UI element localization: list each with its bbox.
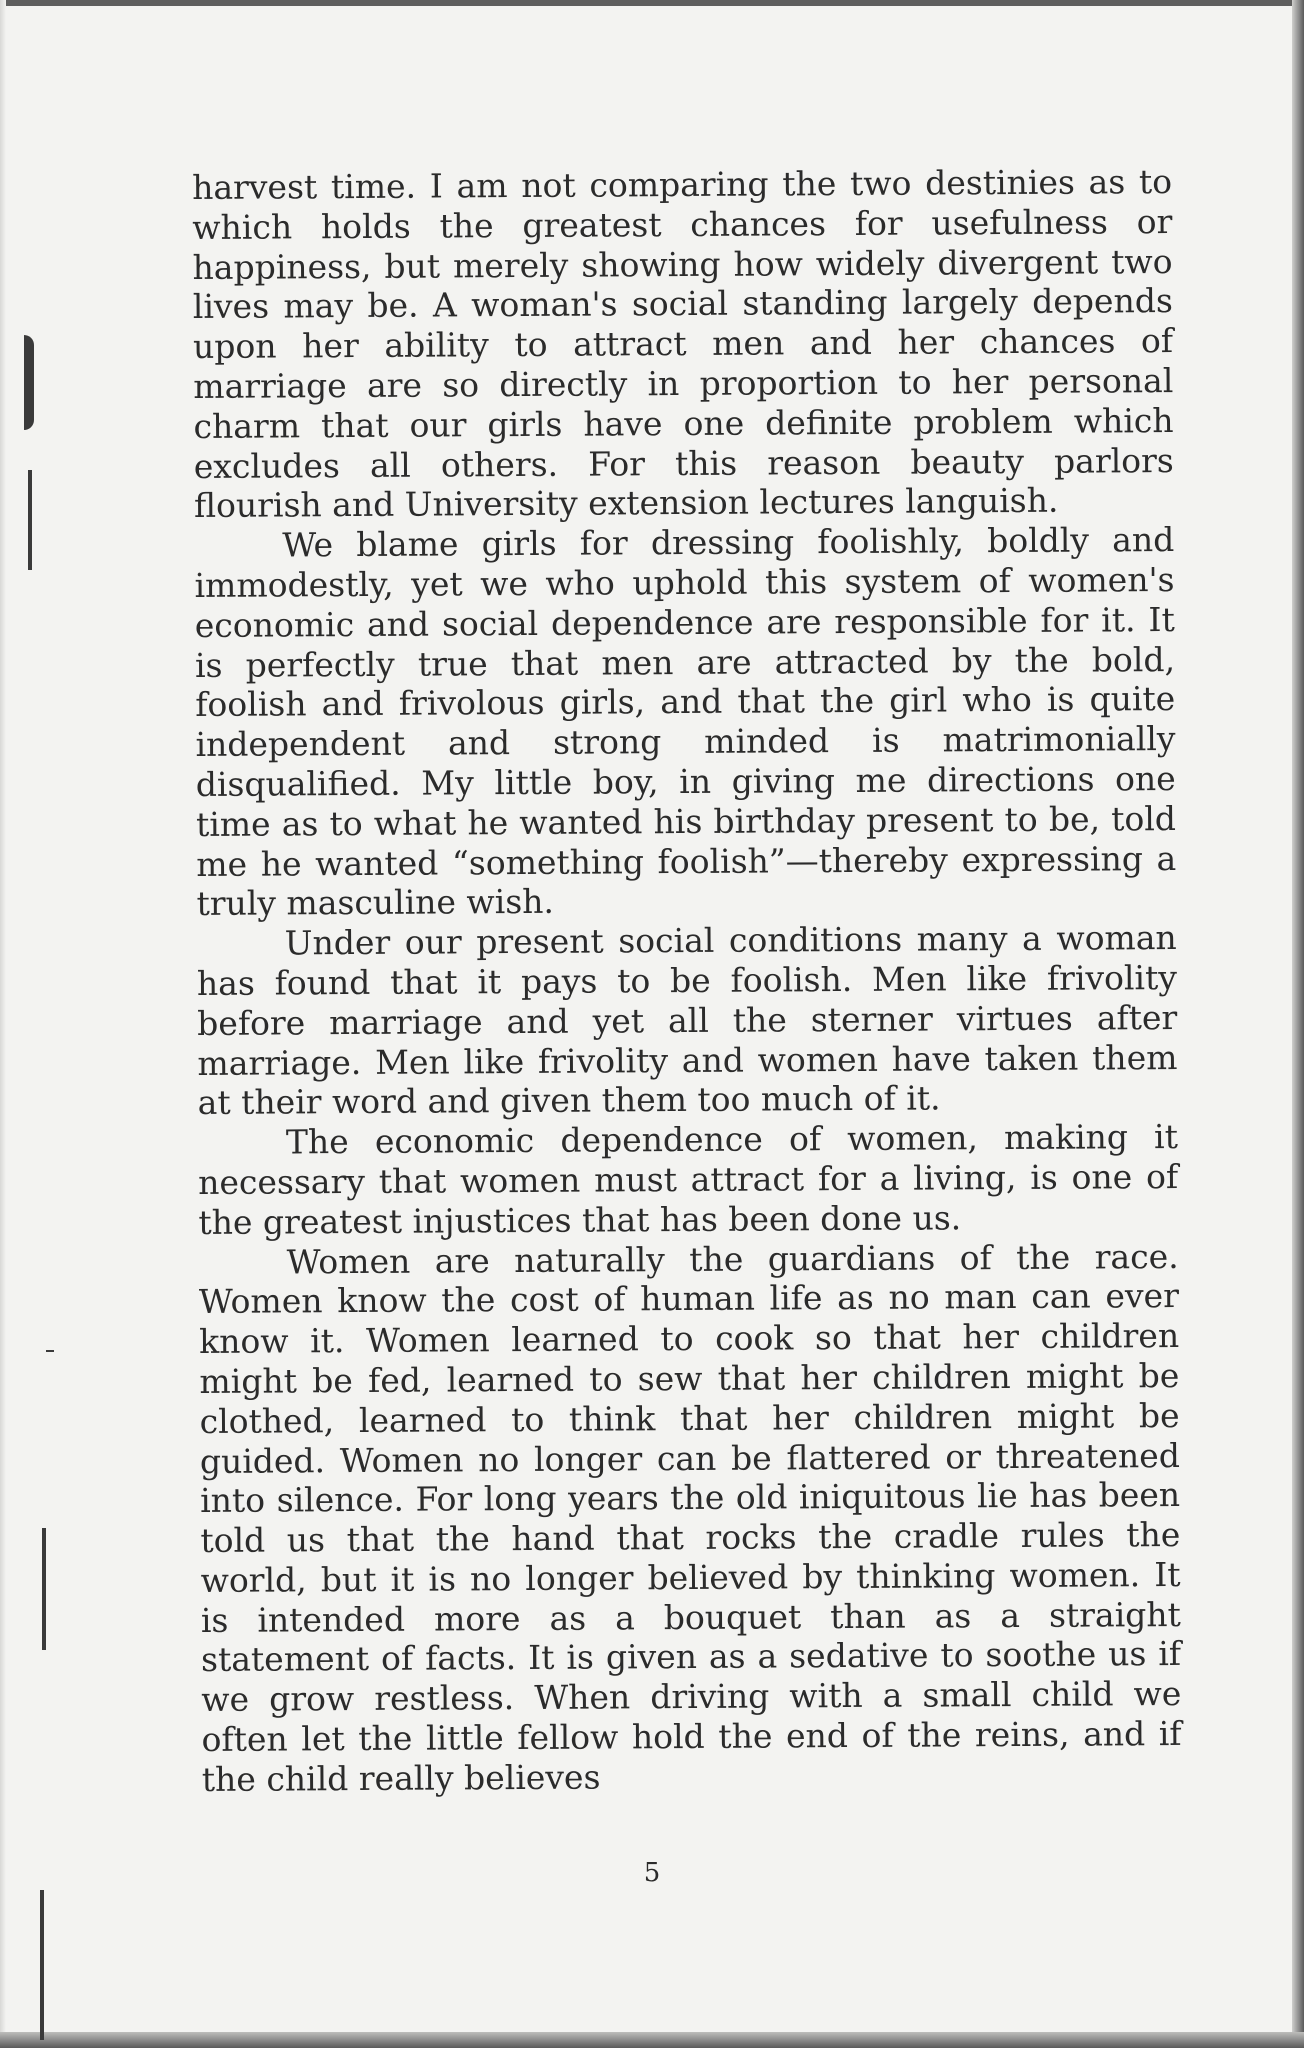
binding-mark <box>24 335 34 430</box>
page-right-edge <box>1292 0 1304 2048</box>
paragraph: Under our present social conditions many a woman has found that it pays to be foolish. Men like frivolity before marriage and yet all the sterner virtues after marriage. Men like frivolity and women have taken them at their word and given them too much of it. <box>196 918 1178 1123</box>
paragraph: Women are naturally the guardians of the race. Women know the cost of human life as no man can ever know it. Women learned to cook so that her children might be fed, learned to sew that her children might be clothed, learned to think that her children might be guided. Women no longer can be flattered or threatened into silence. For long years the old iniquitous lie has been told us that the hand that rocks the cradle rules the world, but it is no longer believed by thinking women. It is intended more as a bouquet than as a straight statement of facts. It is given as a sedative to soothe us if we grow restless. When driving with a small child we often let the little fellow hold the end of the reins, and if the child really believes <box>198 1236 1182 1799</box>
paragraph: harvest time. I am not comparing the two destinies as to which holds the greatest chances for usefulness or happiness, but merely showing how widely divergent two lives may be. A woman's social standing largely depends upon her ability to attract men and her chances of marriage are so directly in proportion to her personal charm that our girls have one definite problem which excludes all others. For this reason beauty parlors flourish and University extension lectures languish. <box>192 162 1174 526</box>
binding-mark <box>28 470 32 570</box>
paragraph: The economic dependence of women, making it necessary that women must attract for a living, is one of the greatest injustices that has been done us. <box>198 1117 1179 1242</box>
paragraph: We blame girls for dressing foolishly, boldly and immodestly, yet we who uphold this system of women's economic and social dependence are responsible for it. It is perfectly true that men are attracted by the bold, foolish and frivolous girls, and that the girl who is quite independent and strong minded is matrimonially disqualified. My little boy, in giving me directions one time as to what he wanted his birthday present to be, told me he wanted “something foolish”—thereby expressing a truly masculine wish. <box>194 520 1177 924</box>
body-text <box>192 162 1182 1800</box>
binding-mark <box>42 1528 46 1650</box>
page-left-shadow <box>0 0 6 2048</box>
page-bottom-edge <box>0 2032 1304 2048</box>
binding-mark <box>46 1350 54 1352</box>
page-top-edge <box>0 0 1304 6</box>
page-number: 5 <box>643 1858 661 1888</box>
binding-mark <box>40 1890 44 2040</box>
